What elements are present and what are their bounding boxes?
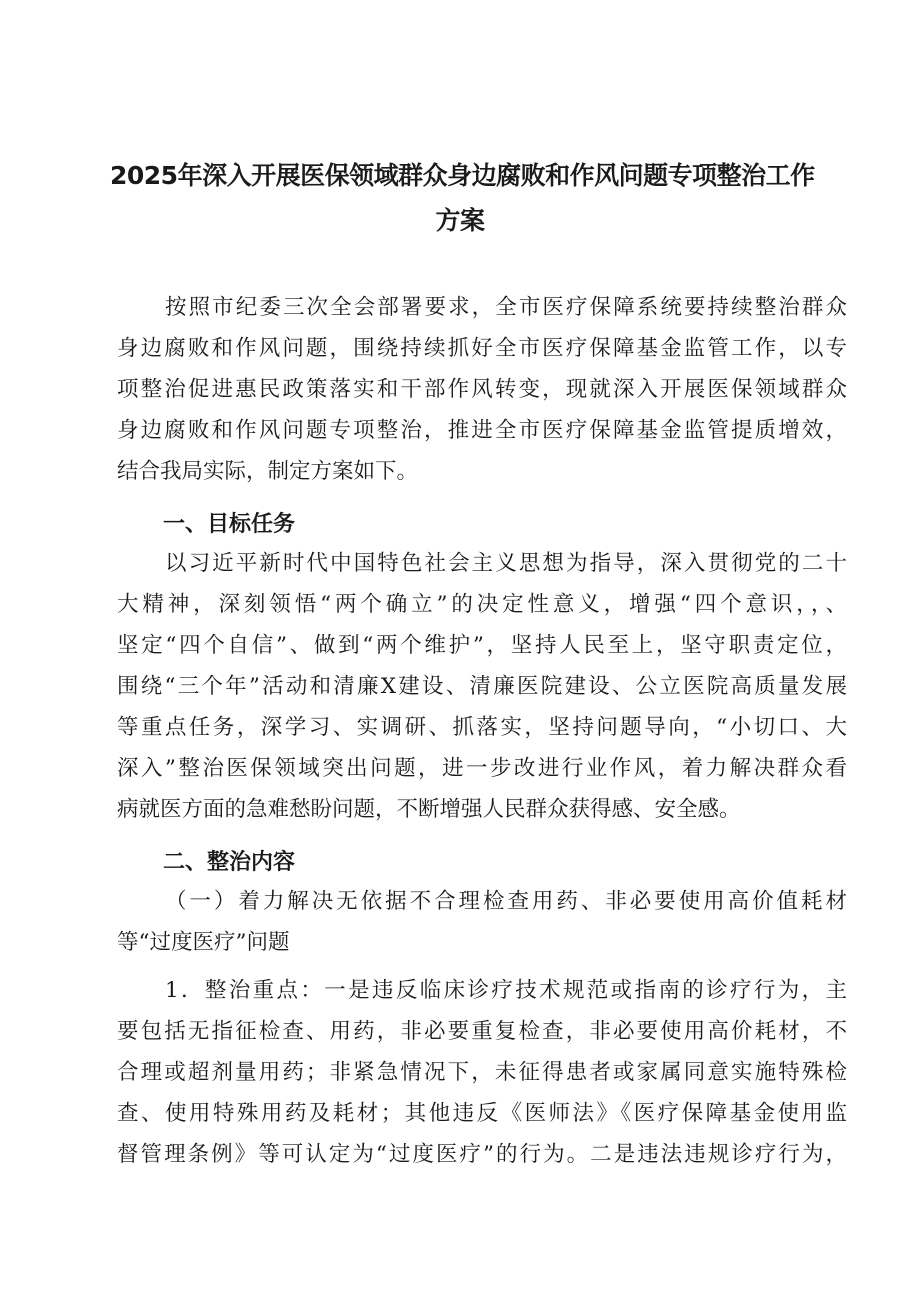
intro-line: 身边腐败和作风问题专项整治，推进全市医疗保障基金监管提质增效， (117, 418, 847, 443)
section-heading-content: 二、整治内容 (163, 850, 296, 875)
item1-line: 合理或超剂量用药；非紧急情况下，未征得患者或家属同意实施特殊检 (117, 1060, 847, 1085)
intro-line: 结合我局实际，制定方案如下。 (117, 459, 419, 484)
section1-line: 以习近平新时代中国特色社会主义思想为指导，深入贯彻党的二十 (165, 551, 847, 576)
section-heading-goals: 一、目标任务 (163, 512, 296, 537)
item1-line: 督管理条例》等可认定为“过度医疗”的行为。二是违法违规诊疗行为， (117, 1142, 847, 1167)
document-title-line-1: 2025年深入开展医保领域群众身边腐败和作风问题专项整治工作 (110, 161, 815, 190)
subsection-heading-line: （一）着力解决无依据不合理检查用药、非必要使用高价值耗材 (165, 889, 847, 914)
item1-line: 查、使用特殊用药及耗材；其他违反《医师法》《医疗保障基金使用监 (117, 1101, 847, 1126)
intro-line: 身边腐败和作风问题，围绕持续抓好全市医疗保障基金监管工作，以专 (117, 336, 847, 361)
subsection-heading-line: 等“过度医疗”问题 (117, 930, 290, 955)
document-title-line-2: 方案 (435, 206, 485, 235)
intro-line: 项整治促进惠民政策落实和干部作风转变，现就深入开展医保领域群众 (117, 377, 847, 402)
intro-line: 按照市纪委三次全会部署要求，全市医疗保障系统要持续整治群众 (165, 295, 847, 320)
item1-line: 要包括无指征检查、用药，非必要重复检查，非必要使用高价耗材，不 (117, 1019, 847, 1044)
section1-line: 围绕“三个年”活动和清廉X建设、清廉医院建设、公立医院高质量发展 (117, 674, 847, 699)
item1-line: 1．整治重点：一是违反临床诊疗技术规范或指南的诊疗行为，主 (165, 978, 847, 1003)
section1-line: 坚定“四个自信”、做到“两个维护”，坚持人民至上，坚守职责定位， (117, 633, 847, 658)
section1-line: 大精神，深刻领悟“两个确立”的决定性意义，增强“四个意识，，、 (117, 592, 847, 617)
section1-line: 病就医方面的急难愁盼问题，不断增强人民群众获得感、安全感。 (117, 797, 741, 822)
section1-line: 等重点任务，深学习、实调研、抓落实，坚持问题导向，“小切口、大 (117, 715, 847, 740)
section1-line: 深入”整治医保领域突出问题，进一步改进行业作风，着力解决群众看 (117, 756, 847, 781)
